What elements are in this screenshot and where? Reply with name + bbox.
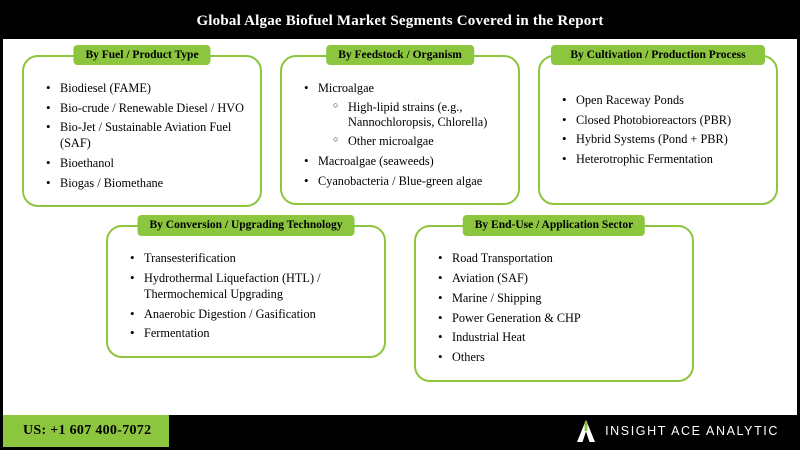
segment-list [34, 81, 250, 191]
list-item: • Open Raceway Ponds [560, 93, 762, 109]
segment-list [426, 251, 682, 365]
brand-block [575, 415, 797, 447]
list-item: • Industrial Heat [436, 330, 678, 346]
list-item: • Heterotrophic Fermentation [560, 152, 762, 168]
segment-card-conversion-technology [106, 219, 386, 358]
list-item: • Hydrothermal Liquefaction (HTL) / Thermochemical Upgrading [128, 271, 370, 302]
list-item [302, 81, 504, 150]
list-item-label: Microalgae [318, 81, 374, 95]
list-item: • Aviation (SAF) [436, 271, 678, 287]
list-item: • Fermentation [128, 326, 370, 342]
page-title: Global Algae Biofuel Market Segments Covered in the Report [196, 12, 604, 29]
list-item: • Bioethanol [44, 156, 246, 172]
segments-body [3, 39, 797, 415]
sub-list-item: ○ High-lipid strains (e.g., Nannochloropsis, Chlorella) [332, 100, 504, 131]
sub-list-item: ○ Other microalgae [332, 134, 504, 150]
list-item: • Closed Photobioreactors (PBR) [560, 113, 762, 129]
footer-spacer [169, 415, 575, 447]
segment-card-cultivation-production [538, 49, 778, 205]
list-item: • Biodiesel (FAME) [44, 81, 246, 97]
list-item: • Bio-Jet / Sustainable Aviation Fuel (SAF) [44, 120, 246, 151]
list-item: • Anaerobic Digestion / Gasification [128, 307, 370, 323]
brand-name: INSIGHT ACE ANALYTIC [605, 424, 779, 438]
segment-sublist [318, 100, 504, 150]
list-item: • Road Transportation [436, 251, 678, 267]
segments-row-bottom [17, 219, 783, 381]
list-item: • Others [436, 350, 678, 366]
segment-list [118, 251, 374, 342]
footer-bar [3, 415, 797, 447]
segment-list [550, 93, 766, 168]
segment-card-title: By End-Use / Application Sector [463, 215, 645, 235]
segment-card-title: By Feedstock / Organism [326, 45, 474, 65]
list-item: • Bio-crude / Renewable Diesel / HVO [44, 101, 246, 117]
segment-card-end-use-application [414, 219, 694, 381]
contact-phone[interactable]: US: +1 607 400-7072 [3, 415, 169, 447]
header-bar [3, 3, 797, 39]
insightace-a-mark-icon [575, 419, 597, 443]
list-item: • Transesterification [128, 251, 370, 267]
segment-card-title: By Conversion / Upgrading Technology [138, 215, 355, 235]
segment-card-feedstock-organism [280, 49, 520, 205]
list-item: • Hybrid Systems (Pond + PBR) [560, 132, 762, 148]
segment-list [292, 81, 508, 189]
segment-card-title: By Fuel / Product Type [73, 45, 210, 65]
segment-card-fuel-product-type [22, 49, 262, 207]
list-item: • Macroalgae (seaweeds) [302, 154, 504, 170]
segment-card-title: By Cultivation / Production Process [551, 45, 765, 65]
list-item: • Cyanobacteria / Blue-green algae [302, 174, 504, 190]
list-item: • Marine / Shipping [436, 291, 678, 307]
segments-row-top [17, 49, 783, 207]
list-item: • Biogas / Biomethane [44, 176, 246, 192]
list-item: • Power Generation & CHP [436, 311, 678, 327]
